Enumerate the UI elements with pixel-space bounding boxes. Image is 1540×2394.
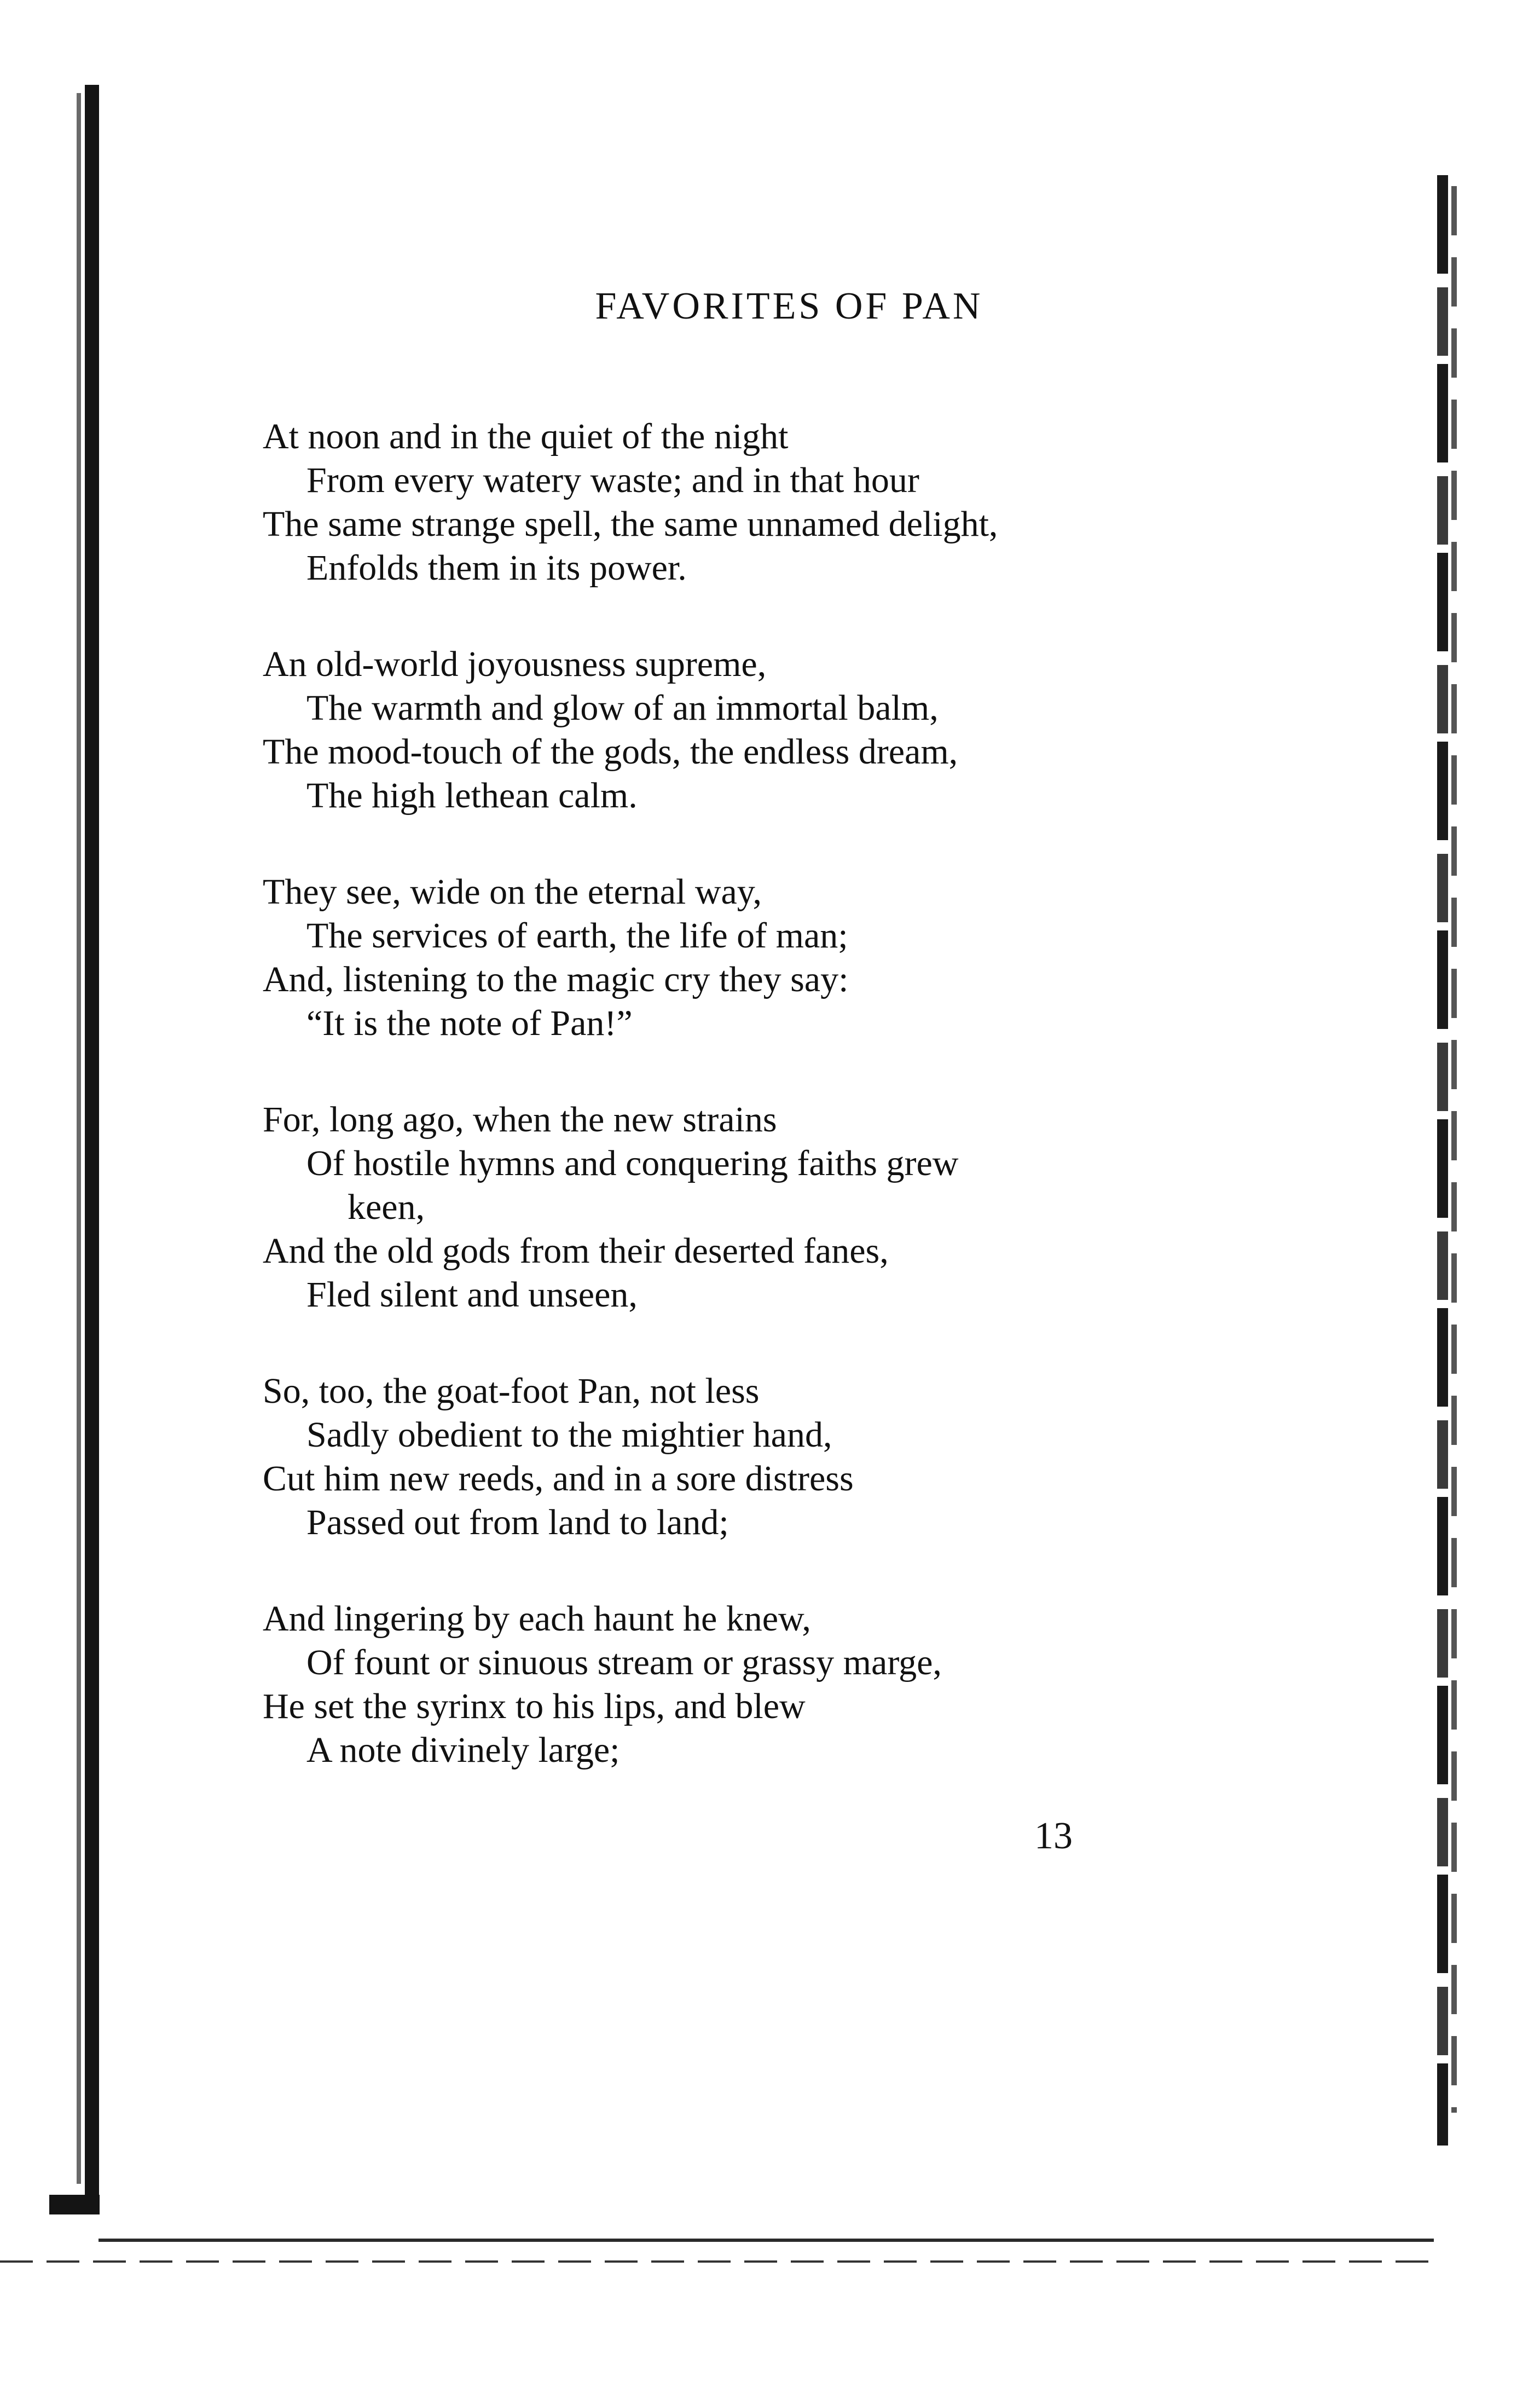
poem-line: The warmth and glow of an immortal balm, — [306, 688, 939, 728]
scan-left-edge-foot — [49, 2195, 100, 2214]
scan-left-edge-shadow — [77, 93, 81, 2184]
page-number: 13 — [1034, 1815, 1073, 1857]
poem-line: A note divinely large; — [306, 1730, 620, 1770]
poem-line: The mood-touch of the gods, the endless dream, — [263, 732, 958, 772]
poem-line: Fled silent and unseen, — [306, 1275, 638, 1315]
poem-line: So, too, the goat-foot Pan, not less — [263, 1371, 760, 1411]
poem-line: Passed out from land to land; — [306, 1502, 729, 1542]
poem-line: Enfolds them in its power. — [306, 548, 687, 588]
poem-line: From every watery waste; and in that hour — [306, 460, 919, 500]
poem-line: An old-world joyousness supreme, — [263, 644, 767, 684]
poem-body — [263, 415, 1412, 1825]
stanza — [263, 870, 1412, 1045]
poem-line: The services of earth, the life of man; — [306, 916, 848, 956]
poem-line: And, listening to the magic cry they say: — [263, 959, 849, 999]
poem-line: He set the syrinx to his lips, and blew — [263, 1686, 806, 1726]
poem-line: Cut him new reeds, and in a sore distress — [263, 1459, 854, 1499]
scan-right-edge — [1437, 175, 1448, 2146]
poem-line: They see, wide on the eternal way, — [263, 872, 762, 912]
scan-right-edge-shadow — [1451, 186, 1457, 2113]
stanza — [263, 1597, 1412, 1772]
scan-bottom-edge — [99, 2239, 1434, 2242]
poem-line: Sadly obedient to the mightier hand, — [306, 1415, 832, 1455]
scan-left-edge — [85, 85, 99, 2203]
poem-line: For, long ago, when the new strains — [263, 1100, 777, 1140]
poem-line: And lingering by each haunt he knew, — [263, 1599, 811, 1639]
poem-line: The high lethean calm. — [306, 776, 638, 816]
stanza — [263, 1098, 1412, 1317]
poem-line: At noon and in the quiet of the night — [263, 417, 789, 456]
scan-bottom-edge-shadow — [0, 2260, 1434, 2263]
poem-line: keen, — [348, 1187, 425, 1227]
stanza — [263, 415, 1412, 590]
poem-line: The same strange spell, the same unnamed delight, — [263, 504, 998, 544]
running-head: FAVORITES OF PAN — [595, 285, 983, 327]
poem-line: And the old gods from their deserted fanes, — [263, 1231, 889, 1271]
poem-line: Of fount or sinuous stream or grassy marge, — [306, 1643, 942, 1682]
stanza — [263, 643, 1412, 818]
poem-line: “It is the note of Pan!” — [306, 1003, 633, 1043]
stanza — [263, 1369, 1412, 1545]
poem-line: Of hostile hymns and conquering faiths grew — [306, 1143, 959, 1183]
